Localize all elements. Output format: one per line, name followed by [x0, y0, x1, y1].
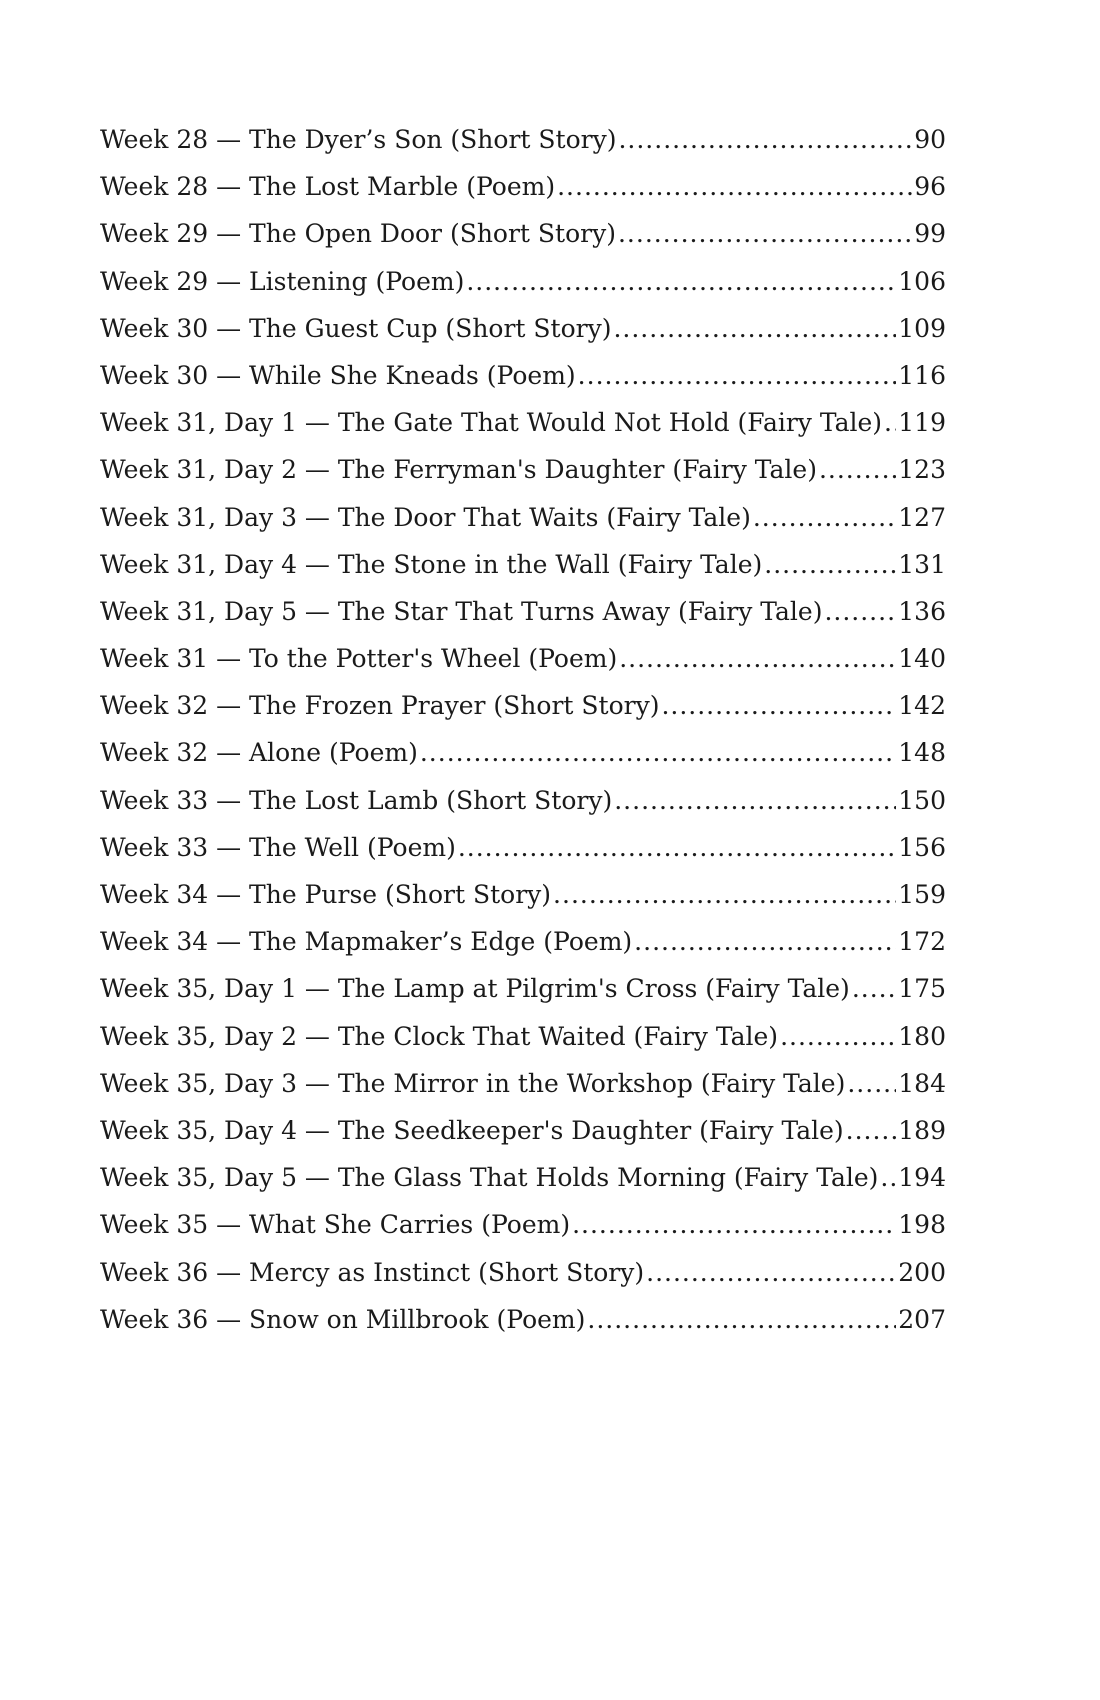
toc-entry: [100, 541, 946, 588]
toc-entry: [100, 635, 946, 682]
toc-entry-page-number: 119: [898, 408, 946, 438]
toc-entry-title: Week 28 — The Dyer’s Son (Short Story): [100, 125, 617, 154]
dot-leader: [646, 1249, 896, 1296]
toc-entry-page-number: 189: [898, 1115, 946, 1145]
dot-leader: [846, 1107, 897, 1154]
toc-entry-title: Week 29 — Listening (Poem): [100, 266, 465, 296]
toc-entry-page-number: 127: [898, 502, 946, 532]
toc-entry-page-number: 198: [898, 1210, 946, 1240]
toc-entry: [100, 163, 946, 210]
toc-entry: [100, 871, 946, 918]
toc-entry: [100, 305, 946, 352]
toc-entry-page-number: 109: [898, 313, 946, 343]
toc-entry: [100, 399, 946, 446]
dot-leader: [587, 1296, 896, 1343]
toc-entry: [100, 494, 946, 541]
toc-entry-title: Week 35 — What She Carries (Poem): [100, 1210, 571, 1240]
dot-leader: [619, 635, 896, 682]
toc-entry-page-number: 116: [898, 360, 946, 390]
toc-entry-title: Week 35, Day 2 — The Clock That Waited (Fairy Tale): [100, 1021, 779, 1051]
toc-entry-title: Week 31, Day 2 — The Ferryman's Daughter (Fairy Tale): [100, 455, 817, 485]
toc-entry-page-number: 140: [898, 644, 946, 674]
dot-leader: [553, 871, 896, 918]
toc-entry-title: Week 34 — The Mapmaker’s Edge (Poem): [100, 927, 633, 957]
dot-leader: [819, 446, 896, 493]
toc-entry-page-number: 194: [898, 1163, 946, 1193]
toc-entry-title: Week 36 — Snow on Millbrook (Poem): [100, 1304, 586, 1334]
toc-entry-page-number: 150: [898, 785, 946, 815]
toc-entry-title: Week 29 — The Open Door (Short Story): [100, 219, 616, 249]
dot-leader: [634, 918, 896, 965]
dot-leader: [458, 824, 896, 871]
toc-entry-page-number: 142: [898, 691, 946, 721]
toc-entry: [100, 777, 946, 824]
toc-entry-title: Week 31, Day 3 — The Door That Waits (Fairy Tale): [100, 502, 751, 532]
toc-entry: [100, 588, 946, 635]
toc-entry-page-number: 136: [898, 596, 946, 626]
toc-entry-title: Week 32 — Alone (Poem): [100, 738, 418, 768]
toc-entry: [100, 1249, 946, 1296]
toc-entry-page-number: 207: [898, 1304, 946, 1334]
toc-entry-title: Week 35, Day 5 — The Glass That Holds Morning (Fairy Tale): [100, 1163, 879, 1193]
toc-entry-page-number: 175: [898, 974, 946, 1004]
toc-entry: [100, 1154, 946, 1201]
toc-entry-page-number: 131: [898, 549, 946, 579]
toc-entry-page-number: 90: [914, 125, 946, 154]
toc-entry-page-number: 96: [914, 172, 946, 202]
table-of-contents: [100, 116, 946, 1343]
toc-entry-title: Week 31 — To the Potter's Wheel (Poem): [100, 644, 618, 674]
dot-leader: [884, 399, 896, 446]
dot-leader: [661, 682, 896, 729]
toc-entry-title: Week 30 — The Guest Cup (Short Story): [100, 313, 612, 343]
toc-entry-page-number: 123: [898, 455, 946, 485]
dot-leader: [572, 1201, 896, 1248]
toc-entry-page-number: 200: [898, 1257, 946, 1287]
toc-entry-title: Week 35, Day 3 — The Mirror in the Workshop (Fairy Tale): [100, 1068, 846, 1098]
dot-leader: [764, 541, 896, 588]
toc-entry-title: Week 32 — The Frozen Prayer (Short Story): [100, 691, 660, 721]
toc-entry: [100, 682, 946, 729]
toc-entry: [100, 1201, 946, 1248]
toc-entry: [100, 1060, 946, 1107]
toc-entry: [100, 258, 946, 305]
toc-entry: [100, 210, 946, 257]
toc-entry-page-number: 159: [898, 880, 946, 909]
toc-entry-title: Week 28 — The Lost Marble (Poem): [100, 172, 556, 202]
toc-entry-page-number: 180: [898, 1021, 946, 1051]
toc-entry: [100, 116, 946, 163]
dot-leader: [880, 1154, 896, 1201]
toc-entry: [100, 965, 946, 1012]
toc-entry-page-number: 184: [898, 1068, 946, 1098]
dot-leader: [578, 352, 897, 399]
toc-entry-title: Week 31, Day 5 — The Star That Turns Away (Fairy Tale): [100, 596, 823, 626]
dot-leader: [557, 163, 912, 210]
toc-entry-title: Week 34 — The Purse (Short Story): [100, 880, 552, 909]
toc-entry: [100, 1013, 946, 1060]
toc-entry: [100, 824, 946, 871]
toc-entry-title: Week 31, Day 1 — The Gate That Would Not Hold (Fairy Tale): [100, 408, 883, 438]
toc-entry-title: Week 35, Day 4 — The Seedkeeper's Daughter (Fairy Tale): [100, 1115, 844, 1145]
dot-leader: [753, 494, 896, 541]
toc-entry: [100, 918, 946, 965]
dot-leader: [847, 1060, 896, 1107]
toc-entry: [100, 729, 946, 776]
toc-entry: [100, 352, 946, 399]
toc-entry: [100, 1296, 946, 1343]
toc-entry: [100, 446, 946, 493]
toc-entry-title: Week 30 — While She Kneads (Poem): [100, 360, 576, 390]
dot-leader: [618, 210, 912, 257]
toc-entry-page-number: 156: [898, 832, 946, 862]
toc-entry-page-number: 172: [898, 927, 946, 957]
dot-leader: [614, 777, 896, 824]
toc-entry-title: Week 35, Day 1 — The Lamp at Pilgrim's Cross (Fairy Tale): [100, 974, 850, 1004]
toc-entry-title: Week 36 — Mercy as Instinct (Short Story): [100, 1257, 645, 1287]
toc-entry-title: Week 33 — The Lost Lamb (Short Story): [100, 785, 613, 815]
toc-entry-title: Week 33 — The Well (Poem): [100, 832, 456, 862]
toc-entry: [100, 1107, 946, 1154]
toc-entry-title: Week 31, Day 4 — The Stone in the Wall (Fairy Tale): [100, 549, 763, 579]
dot-leader: [852, 965, 896, 1012]
dot-leader: [420, 729, 896, 776]
toc-entry-page-number: 148: [898, 738, 946, 768]
dot-leader: [618, 116, 912, 163]
dot-leader: [466, 258, 896, 305]
dot-leader: [780, 1013, 896, 1060]
dot-leader: [824, 588, 896, 635]
dot-leader: [613, 305, 896, 352]
toc-entry-page-number: 106: [898, 266, 946, 296]
toc-entry-page-number: 99: [914, 219, 946, 249]
